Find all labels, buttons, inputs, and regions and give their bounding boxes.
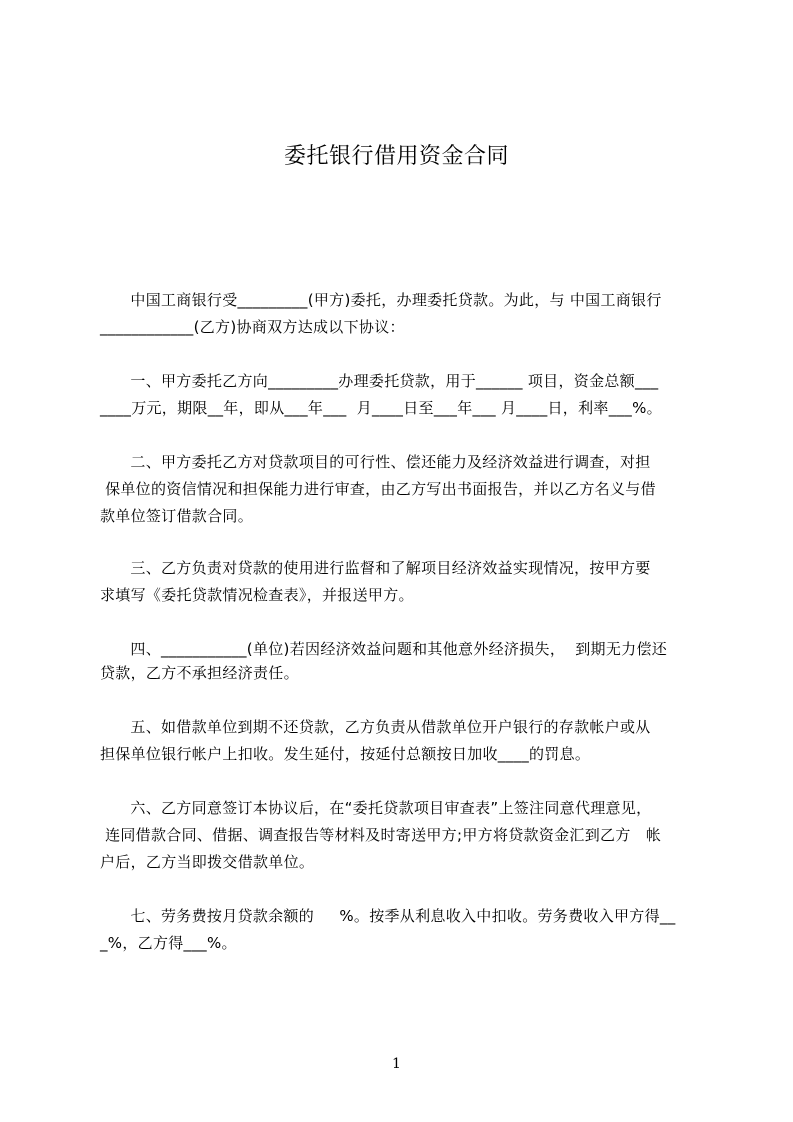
preamble-line-1: 中国工商银行受_________(甲方)委托，办理委托贷款。为此，与 中国工商银行 (100, 291, 662, 309)
clause-2-line-1: 二、甲方委托乙方对贷款项目的可行性、偿还能力及经济效益进行调查，对担 (100, 453, 651, 471)
page-number: 1 (392, 1056, 401, 1072)
clause-6-line-1: 六、乙方同意签订本协议后，在“委托贷款项目审查表”上签注同意代理意见， (100, 799, 652, 817)
clause-3-line-2: 求填写《委托贷款情况检查表》，并报送甲方。 (100, 586, 414, 604)
preamble-line-2: ____________(乙方)协商双方达成以下协议： (100, 318, 405, 336)
clause-1-line-1: 一、甲方委托乙方向_________办理委托贷款，用于______ 项目，资金总额___ (100, 372, 659, 390)
clause-2-line-3: 款单位签订借款合同。 (100, 507, 254, 525)
clause-6-line-3: 户后，乙方当即拨交借款单位。 (100, 853, 315, 871)
clause-7-line-2: _%，乙方得___%。 (100, 934, 237, 952)
clause-6-line-2: 连同借款合同、借据、调查报告等材料及时寄送甲方;甲方将贷款资金汇到乙方 帐 (100, 826, 662, 844)
clause-2-line-2: 保单位的资信情况和担保能力进行审查，由乙方写出书面报告，并以乙方名义与借 (100, 480, 656, 498)
clause-7-line-1: 七、劳务费按月贷款余额的 %。按季从利息收入中扣收。劳务费收入甲方得__ (100, 907, 676, 925)
clause-3-line-1: 三、乙方负责对贷款的使用进行监督和了解项目经济效益实现情况，按甲方要 (100, 559, 651, 577)
clause-5-line-1: 五、如借款单位到期不还贷款，乙方负责从借款单位开户银行的存款帐户或从 (100, 718, 651, 736)
clause-4-line-1: 四、___________(单位)若因经济效益问题和其他意外经济损失， 到期无力偿还 (100, 640, 668, 658)
clause-5-line-2: 担保单位银行帐户上扣收。发生延付，按延付总额按日加收____的罚息。 (100, 745, 591, 763)
clause-1-line-2: ____万元，期限__年，即从___年___ 月____日至___年___ 月____日，利率___%。 (100, 399, 662, 417)
document-title: 委托银行借用资金合同 (283, 144, 509, 169)
clause-4-line-2: 贷款，乙方不承担经济责任。 (100, 664, 299, 682)
